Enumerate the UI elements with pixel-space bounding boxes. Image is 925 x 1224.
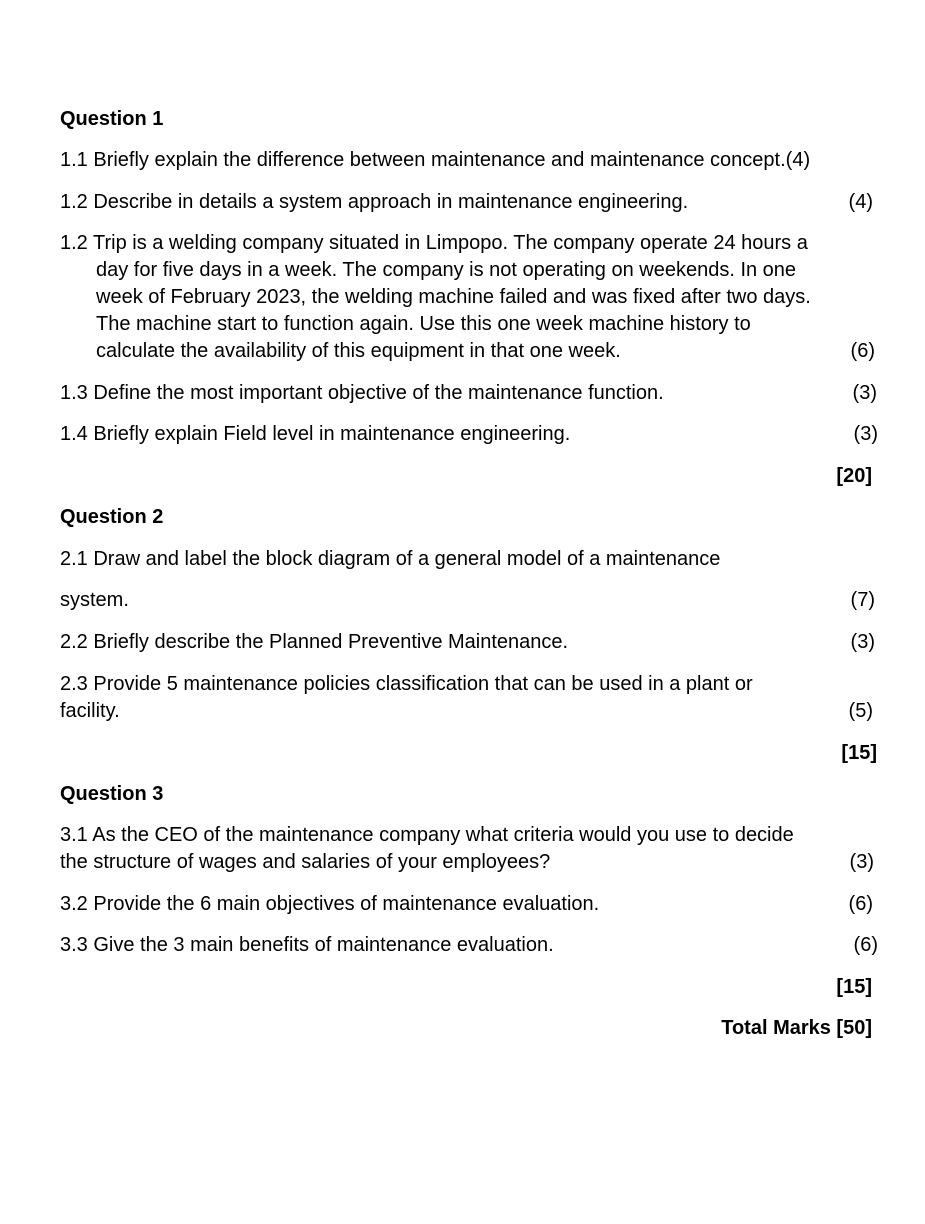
- question-1-2b-line-5: calculate the availability of this equipment in that one week.: [96, 340, 621, 362]
- question-1-4-marks: (3): [853, 423, 878, 445]
- question-2-heading: Question 2: [60, 506, 164, 528]
- question-3-total: [15]: [836, 976, 872, 998]
- question-1-heading: Question 1: [60, 108, 164, 130]
- question-2-2-text: 2.2 Briefly describe the Planned Preventive Maintenance.: [60, 631, 569, 653]
- question-1-2b-line-2: day for five days in a week. The company is not operating on weekends. In one: [96, 259, 797, 281]
- question-1-2b-line-4: The machine start to function again. Use this one week machine history to: [96, 313, 751, 335]
- question-1-4-text: 1.4 Briefly explain Field level in maintenance engineering.: [60, 423, 571, 445]
- total-marks: Total Marks [50]: [721, 1017, 872, 1039]
- question-1-2b-marks: (6): [850, 340, 875, 362]
- question-2-1-line-1: 2.1 Draw and label the block diagram of a general model of a maintenance: [60, 548, 721, 570]
- question-1-2b-line-3: week of February 2023, the welding machine failed and was fixed after two days.: [96, 286, 811, 308]
- question-1-2-marks: (4): [848, 191, 873, 213]
- question-2-3-marks: (5): [848, 700, 873, 722]
- question-1-2-text: 1.2 Describe in details a system approach in maintenance engineering.: [60, 191, 689, 213]
- question-3-2-marks: (6): [848, 893, 873, 915]
- question-1-1-text: 1.1 Briefly explain the difference between maintenance and maintenance concept.(4): [60, 149, 811, 171]
- question-2-1-marks: (7): [850, 589, 875, 611]
- question-2-1-line-2: system.: [60, 589, 129, 611]
- question-2-3-line-1: 2.3 Provide 5 maintenance policies classification that can be used in a plant or: [60, 673, 753, 695]
- question-3-3-marks: (6): [853, 934, 878, 956]
- question-1-3-text: 1.3 Define the most important objective of the maintenance function.: [60, 382, 664, 404]
- question-3-heading: Question 3: [60, 783, 164, 805]
- question-3-1-marks: (3): [849, 851, 874, 873]
- question-2-2-marks: (3): [850, 631, 875, 653]
- question-1-total: [20]: [836, 465, 872, 487]
- question-3-1-line-1: 3.1 As the CEO of the maintenance company what criteria would you use to decide: [60, 824, 794, 846]
- question-1-3-marks: (3): [852, 382, 877, 404]
- question-2-3-line-2: facility.: [60, 700, 120, 722]
- question-2-total: [15]: [841, 742, 877, 764]
- question-1-2b-line-1: 1.2 Trip is a welding company situated in Limpopo. The company operate 24 hours a: [60, 232, 808, 254]
- question-3-2-text: 3.2 Provide the 6 main objectives of maintenance evaluation.: [60, 893, 600, 915]
- question-3-1-line-2: the structure of wages and salaries of your employees?: [60, 851, 551, 873]
- question-3-3-text: 3.3 Give the 3 main benefits of maintenance evaluation.: [60, 934, 554, 956]
